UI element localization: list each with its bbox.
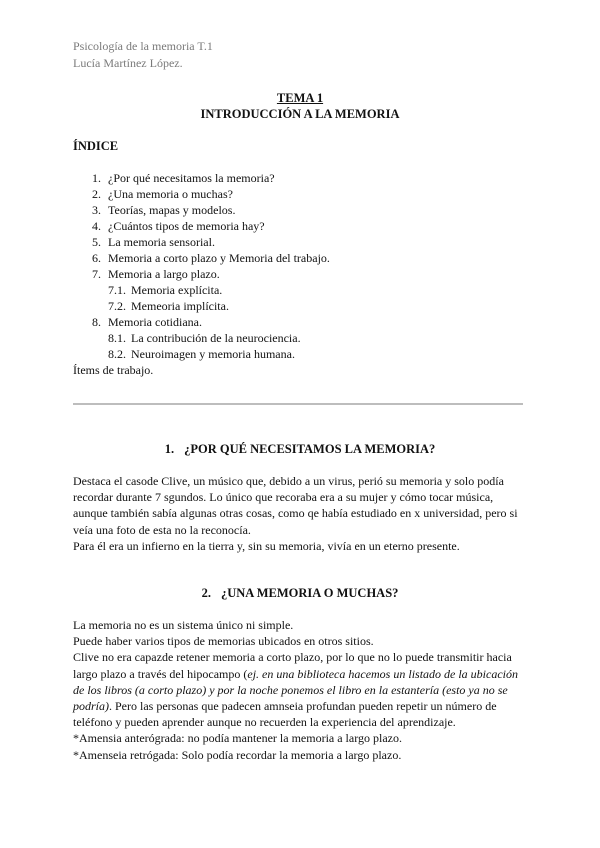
toc-item [73,250,533,266]
paragraph: La memoria no es un sistema único ni simple. [73,618,294,632]
toc-item [73,362,533,378]
document-title [0,90,600,122]
toc-item-number: 7.2. [108,299,126,313]
toc-item [73,314,533,330]
section-number: 1. [164,442,175,456]
toc-item [73,170,533,186]
section-number: 2. [201,586,211,600]
toc-item-number: 5. [92,235,101,249]
table-of-contents [73,170,533,378]
toc-item-label: ¿Una memoria o muchas? [108,187,233,201]
toc-item-label: Ítems de trabajo. [73,363,154,377]
toc-subitem [73,298,533,314]
header-course: Psicología de la memoria T.1 [73,39,213,53]
horizontal-divider [73,403,523,405]
paragraph: Puede haber varios tipos de memorias ubicados en otros sitios. [73,634,374,649]
toc-item-number: 4. [92,219,101,233]
paragraph [73,649,525,730]
toc-item-number: 8.2. [108,347,126,361]
toc-item-label: Memoria a largo plazo. [108,267,220,281]
paragraph: *Amensia anterógrada: no podía mantener la memoria a largo plazo. [73,731,402,746]
toc-item-label: La contribución de la neurociencia. [131,331,301,345]
section-2-body [73,617,525,763]
header-author: Lucía Martínez López. [73,56,183,70]
paragraph-text: Clive no era capazde retener memoria a corto plazo, por lo que no lo puede transmitir hacia largo plazo a través del hipocampo ( [73,650,512,681]
toc-subitem [73,282,533,298]
index-heading: ÍNDICE [73,139,119,153]
section-2-heading [0,586,600,601]
tema-label: TEMA 1 [276,91,324,105]
toc-item-number: 1. [92,171,101,185]
paragraph: Destaca el casode Clive, un músico que, debido a un virus, perió su memoria y solo podía recordar durante 7 sgundos. Lo único que recoraba era a su mujer y cómo tocar música, aunque también sabía algunas otras cosas, como qe había estudiado en x universidad, pero si veía una foto de esta no la reconocía. [73,474,518,537]
toc-item-number: 7.1. [108,283,126,297]
section-title: ¿UNA MEMORIA O MUCHAS? [220,586,399,600]
toc-item-number: 3. [92,203,101,217]
toc-item-number: 6. [92,251,101,265]
toc-item [73,186,533,202]
toc-item [73,266,533,282]
section-title: ¿POR QUÉ NECESITAMOS LA MEMORIA? [184,442,436,456]
tema-subtitle: INTRODUCCIÓN A LA MEMORIA [200,107,400,121]
toc-item-number: 7. [92,267,101,281]
paragraph: *Amenseia retrógada: Solo podía recordar la memoria a largo plazo. [73,747,402,762]
toc-item-label: ¿Cuántos tipos de memoria hay? [108,219,265,233]
paragraph: Para él era un infierno en la tierra y, sin su memoria, vivía en un eterno presente. [73,538,460,553]
toc-item-label: Neuroimagen y memoria humana. [131,347,295,361]
page-header [73,38,213,72]
toc-item-number: 8.1. [108,331,126,345]
italic-example: ej. en una biblioteca hacemos un listado de la ubicación de los libros (a corto plazo) y por la noche ponemos el libro en la estantería (esto ya no se podría) [73,666,519,714]
section-1-heading [0,442,600,457]
toc-item-label: Memeoria implícita. [131,299,229,313]
toc-item-label: ¿Por qué necesitamos la memoria? [108,171,275,185]
toc-item-label: Teorías, mapas y modelos. [108,203,236,217]
toc-subitem [73,330,533,346]
toc-item [73,202,533,218]
toc-item [73,234,533,250]
toc-item-label: Memoria explícita. [131,283,223,297]
toc-subitem [73,346,533,362]
toc-item-number: 2. [92,187,101,201]
toc-item-label: La memoria sensorial. [108,235,215,249]
toc-item-label: Memoria cotidiana. [108,315,202,329]
paragraph-text: . Pero las personas que padecen amnseia profundan pueden repetir un número de teléfono y pueden aprender aunque no recuerden la experiencia del aprendizaje. [73,699,497,730]
section-1-body [73,473,525,554]
toc-item-label: Memoria a corto plazo y Memoria del trabajo. [108,251,330,265]
toc-item-number: 8. [92,315,101,329]
toc-item [73,218,533,234]
